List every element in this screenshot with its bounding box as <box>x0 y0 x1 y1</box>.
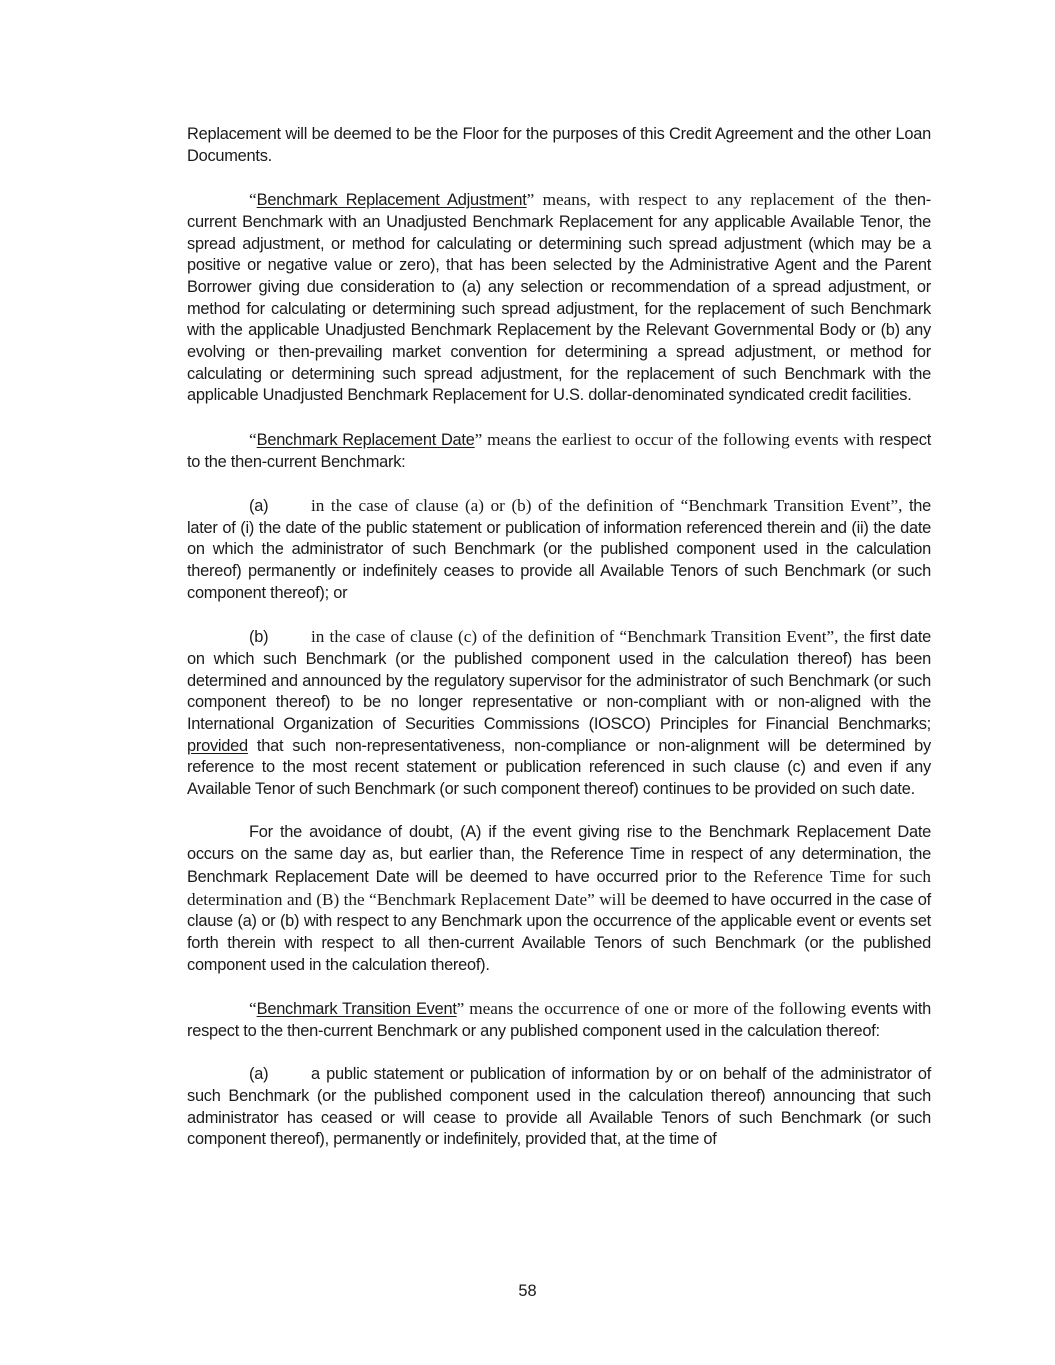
definition-body: respect to the then-current Benchmark: <box>187 430 932 471</box>
clause-a-replacement-date <box>187 495 931 605</box>
definition-benchmark-replacement-adjustment <box>187 189 931 407</box>
defined-term: Benchmark Replacement Adjustment <box>256 191 527 210</box>
definition-lead: ” means the earliest to occur of the following events with <box>474 429 875 449</box>
paragraph-avoidance-of-doubt <box>187 822 931 976</box>
avoidance-text-2: Reference Time for such determination and (B) the “Benchmark Replacement Date” will be <box>187 866 931 909</box>
clause-a-transition-event <box>187 1064 931 1151</box>
clause-marker: (b) <box>249 628 269 647</box>
avoidance-text-3: deemed to have occurred in the case of clause (a) or (b) with respect to any Benchmark upon the occurrence of the applicable event or events set forth therein with respect to all then-current Available Tenors of such Benchmark (or the published component used in the calculation thereof). <box>187 890 931 974</box>
open-quote: “ <box>249 190 257 210</box>
defined-term: Benchmark Replacement Date <box>256 430 475 449</box>
avoidance-text-1: For the avoidance of doubt, (A) if the event giving rise to the Benchmark Replacement Date occurs on the same day as, but earlier than, the Reference Time in respect of any determination, the Benchmark Replacement Date will be deemed to have occurred prior to the <box>187 823 931 886</box>
clause-lead: in the case of clause (c) of the definition of “Benchmark Transition Event”, the <box>311 627 865 647</box>
clause-body: a public statement or publication of information by or on behalf of the administrator of such Benchmark (or the published component used in the calculation thereof) announcing that such administrator has ceased or will cease to provide all Available Tenors of such Benchmark (or such component thereof), permanently or indefinitely, provided that, at the time of <box>187 1065 931 1149</box>
definition-lead: ” means, with respect to any replacement of the <box>526 190 887 210</box>
proviso-term: provided <box>187 736 248 755</box>
definition-lead: ” means the occurrence of one or more of the following <box>456 999 846 1019</box>
definition-body: events with respect to the then-current Benchmark or any published component used in the calculation thereof: <box>187 1000 931 1040</box>
clause-body: the later of (i) the date of the public statement or publication of information referenced therein and (ii) the date on which the administrator of such Benchmark (or the published component used in the calculation thereof) permanently or indefinitely ceases to provide all Available Tenors of such Benchmark (or such component thereof); or <box>187 496 931 602</box>
open-quote: “ <box>249 999 257 1019</box>
clause-marker: (a) <box>249 496 269 515</box>
document-page <box>187 124 931 1151</box>
definition-body: then-current Benchmark with an Unadjusted Benchmark Replacement for any applicable Available Tenor, the spread adjustment, or method for calculating or determining such spread adjustment (which may be a positive or negative value or zero), that has been selected by the Administrative Agent and the Parent Borrower giving due consideration to (a) any selection or recommendation of a spread adjustment, or method for calculating or determining such spread adjustment, for the replacement of such Benchmark with the applicable Unadjusted Benchmark Replacement by the Relevant Governmental Body or (b) any evolving or then-prevailing market convention for determining a spread adjustment, or method for calculating or determining such spread adjustment, for the replacement of such Benchmark with the applicable Unadjusted Benchmark Replacement for U.S. dollar-denominated syndicated credit facilities. <box>187 191 931 405</box>
page-number: 58 <box>518 1282 537 1300</box>
defined-term: Benchmark Transition Event <box>256 1000 457 1019</box>
open-quote: “ <box>249 429 257 449</box>
clause-marker: (a) <box>249 1065 269 1084</box>
paragraph-floor-continuation: Replacement will be deemed to be the Floor for the purposes of this Credit Agreement and the other Loan Documents. <box>187 125 931 165</box>
clause-b-replacement-date <box>187 626 931 801</box>
clause-body: first date on which such Benchmark (or the published component used in the calculation thereof) has been determined and announced by the regulatory supervisor for the administrator of such Benchmark (or such component thereof) to be no longer representative or non-compliant with or non-aligned with the International Organization of Securities Commissions (IOSCO) Principles for Financial Benchmarks; <box>187 628 931 733</box>
clause-lead: in the case of clause (a) or (b) of the definition of “Benchmark Transition Event”, <box>311 495 903 515</box>
definition-benchmark-replacement-date <box>187 429 931 473</box>
definition-benchmark-transition-event <box>187 998 931 1042</box>
clause-body-continued: that such non-representativeness, non-compliance or non-alignment will be determined by reference to the most recent statement or publication referenced in such clause (c) and even if any Available Tenor of such Benchmark (or such component thereof) continues to be provided on such date. <box>187 736 931 799</box>
